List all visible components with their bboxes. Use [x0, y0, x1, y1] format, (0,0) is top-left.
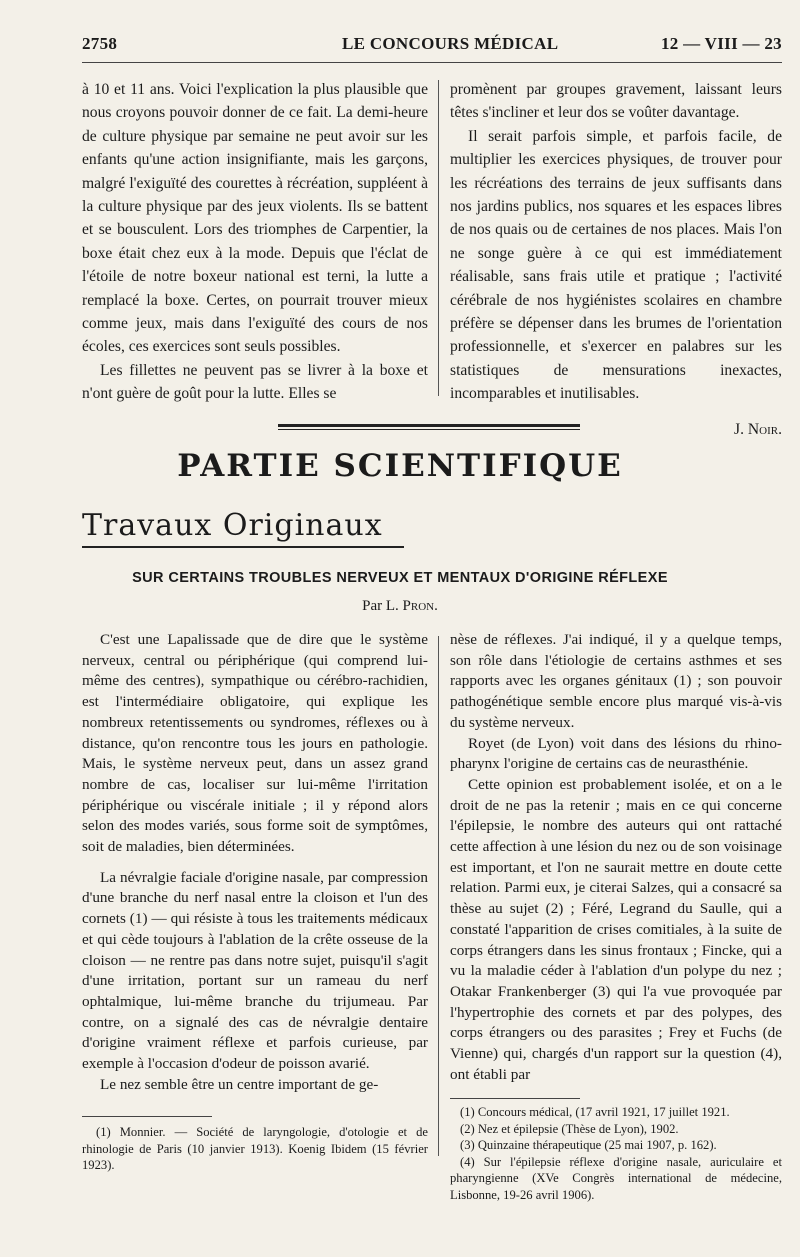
paragraph: Le nez semble être un centre important de ge- — [100, 1075, 379, 1093]
paragraph: nèse de réflexes. J'ai indiqué, il y a quelque temps, son rôle dans l'étiologie de certains asthmes et ses rapports avec les organes génitaux (1) ; son pouvoir pathogénétique semble encore plus marqué vis-à-vis du système nerveux. — [450, 631, 782, 731]
section-title: PARTIE SCIENTIFIQUE — [177, 448, 623, 484]
author-name: Pron. — [402, 598, 438, 614]
issue-date: 12 — VIII — 23 — [660, 34, 782, 53]
footnote: (3) Quinzaine thérapeutique (25 mai 1907, p. 162). — [460, 1138, 717, 1152]
footnote: (1) Concours médical, (17 avril 1921, 17 juillet 1921. — [460, 1105, 730, 1119]
subsection-rule — [82, 546, 404, 548]
top-left-column — [82, 78, 428, 406]
paragraph: à 10 et 11 ans. Voici l'explication la plus plausible que nous croyons pouvoir donner de ce fait. La demi-heure de culture physique par semaine ne peut avoir sur les enfants qu'une action insignifiante, mais les garçons, malgré l'exiguïté des courettes à récréation, suppléent à la culture physique par des jeux violents. Ils se battent et se bousculent. Lors des triomphes de Carpentier, la boxe était chez eux à la mode. Depuis que l'éclat de l'étoile de notre boxeur national est terni, la lutte a remplacé la boxe. Certes, on pourrait trouver mieux comme jeux, mais dans l'exiguïté des cours de nos écoles, ces exercices sont seuls possibles. — [82, 81, 428, 356]
footnotes-left — [82, 1124, 428, 1174]
footnote: (1) Monnier. — Société de laryngologie, d'otologie et de rhinologie de Paris (10 janvier 1913). Koenig Ibidem (15 février 1923). — [82, 1125, 428, 1172]
section-rule-thin — [278, 429, 580, 430]
paragraph: C'est une Lapalissade que de dire que le système nerveux, central ou périphérique (qui comprend lui-même des centres), sympathique ou cérébro-rachidien, est l'intermédiaire obligatoire, qui explique les nombreux retentissements ou syndromes, réflexes ou à distance, qu'on rencontre tous les jours en pathologie. Mais, le système nerveux peut, dans un assez grand nombre de cas, localiser sur lui-même l'irritation périphérique ou viscérale initiale ; il y répond alors selon des modes variés, sous forme soit de symptômes, soit de maladies, bien déterminées. — [82, 631, 428, 856]
paragraph: promènent par groupes gravement, laissant leurs têtes s'incliner et leur dos se voûter davantage. — [450, 81, 782, 122]
paragraph: Les fillettes ne peuvent pas se livrer à la boxe et n'ont guère de goût pour la lutte. Elles se — [82, 361, 428, 403]
author-signature: J. Noir. — [734, 420, 782, 438]
paragraph: Cette opinion est probablement isolée, et on a le droit de ne pas la retenir ; mais en ce qui concerne l'épilepsie, le nombre des auteurs qui ont rattaché cette affection à une lésion du nez ou de son voisinage est important, et l'on ne saurait mettre en doute cette relation. Parmi eux, je citerai Salzes, qui a consacré sa thèse au sujet (2) ; Féré, Legrand du Saulle, qui a constaté l'apparition de crises comitiales, à la suite de corps étrangers dans les sinus frontaux ; Fincke, qui a vu la maladie céder à l'ablation d'un polype du nez ; Otakar Frankenberger (3) qui l'a vue provoquée par l'hypertrophie des cornets et par des polypes, des corps étrangers ou des parasites ; Frey et Fuchs (de Vienne) qui, chargés d'un rapport sur la question (4), ont établi par — [450, 775, 782, 1083]
paragraph: Il serait parfois simple, et parfois facile, de multiplier les exercices physiques, de trouver pour les récréations des terrains de jeux suffisants dans nos jardins publics, nos squares et les espaces libres de nos quais ou de certaines de nos places. Mais l'on ne songe guère à ce qui est immédiatement réalisable, sans frais utile et pratique ; l'activité cérébrale de nos hygiénistes scolaires en chambre préfère se dépenser dans les brumes de l'orientation professionnelle, et s'exercer en palabres sur les statistiques de mensurations inexactes, incomparables et inutilisables. — [450, 127, 782, 403]
running-header — [82, 34, 782, 58]
paragraph: Royet (de Lyon) voit dans des lésions du rhino-pharynx l'origine de certains cas de neurasthénie. — [450, 734, 782, 773]
article-left-column — [82, 630, 428, 1095]
footnote-rule — [450, 1098, 580, 1099]
section-rule-thick — [278, 424, 580, 427]
top-right-column — [450, 78, 782, 441]
footnote: (2) Nez et épilepsie (Thèse de Lyon), 1902. — [460, 1121, 679, 1136]
footnotes-right — [450, 1104, 782, 1203]
article-author — [0, 598, 800, 615]
subsection-title: Travaux Originaux — [82, 508, 383, 543]
column-divider — [438, 80, 439, 396]
page-number: 2758 — [82, 34, 118, 53]
footnote-rule — [82, 1116, 212, 1117]
paragraph: La névralgie faciale d'origine nasale, par compression d'une branche du nerf nasal entre la cloison et l'un des cornets (1) — qui résiste à tous les traitements médicaux et qui cède toujours à l'ablation de la crête osseuse de la cloison — ne rentre pas dans notre sujet, puisqu'il s'agit d'une irritation, portant sur un rameau du nerf ophtalmique, lui-même branche du trijumeau. Par contre, on a signalé des cas de névralgie dentaire d'origine vraiment réflexe et parfois curieuse, par exemple à l'occasion d'odeur de poisson avarié. — [82, 868, 428, 1073]
footnote: (4) Sur l'épilepsie réflexe d'origine nasale, auriculaire et pharyngienne (XVe Congrès international de médecine, Lisbonne, 19-26 avril 1906). — [450, 1154, 782, 1202]
column-divider — [438, 636, 439, 1156]
article-right-column — [450, 630, 782, 1085]
author-prefix: Par L. — [362, 598, 399, 614]
article-title: SUR CERTAINS TROUBLES NERVEUX ET MENTAUX D'ORIGINE RÉFLEXE — [132, 570, 668, 586]
journal-title: LE CONCOURS MÉDICAL — [342, 34, 559, 53]
header-rule — [82, 62, 782, 63]
